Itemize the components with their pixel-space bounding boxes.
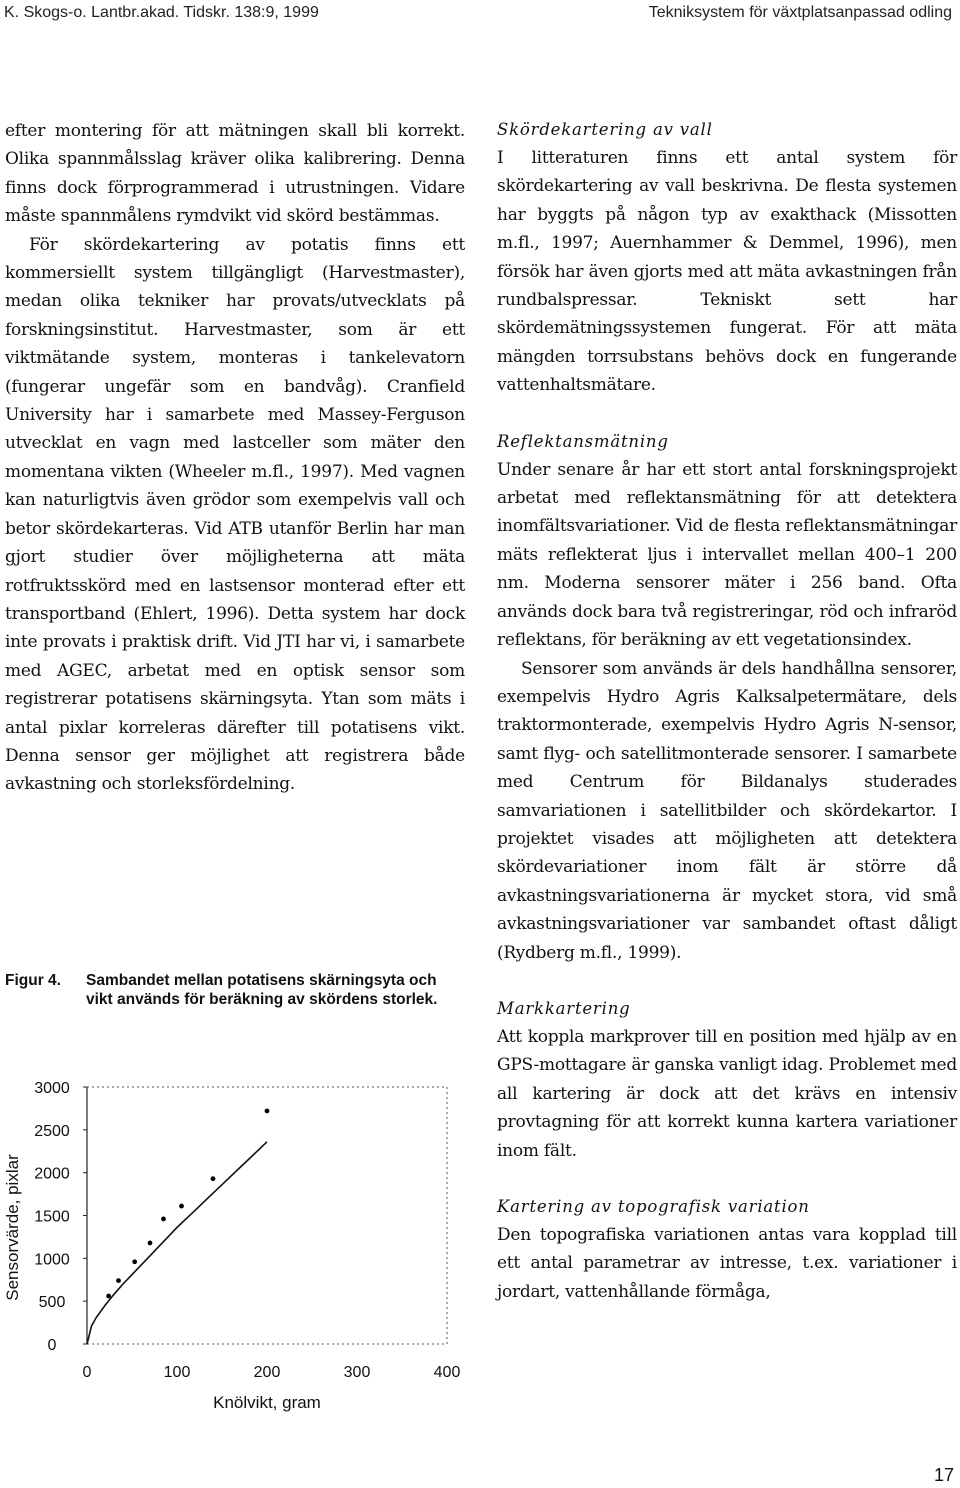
paragraph: Att koppla markprover till en position med hjälp av en GPS-mottagare är ganska vanligt idag. Problemet med all kartering är dock att det krävs en intensiv provtagning för att korrekt kunna kartera variationer inom fält. — [497, 1026, 957, 1161]
page-number: 17 — [933, 1465, 954, 1485]
data-point — [161, 1217, 166, 1222]
x-tick-label: 400 — [433, 1364, 461, 1381]
y-tick-label: 500 — [38, 1294, 66, 1312]
data-point — [265, 1109, 270, 1114]
y-tick-label: 0 — [47, 1337, 57, 1354]
data-point — [148, 1241, 153, 1246]
paragraph: I litteraturen finns ett antal system för skördekartering av vall beskrivna. De flesta systemen har byggts på någon typ av exakthack (Missotten m.fl., 1997; Auernhammer & Demmel, 1996), men försök har även gjorts med att mäta avkastningen från rundbalspressar. Tekniskt sett har skördemätningssystemen fungerat. För att mäta mängden torrsubstans behövs dock en fungerande vattenhaltsmätare. — [497, 148, 957, 396]
running-header — [0, 4, 960, 28]
trend-line — [87, 1142, 267, 1344]
paragraph: Under senare år har ett stort antal forskningsprojekt arbetat med reflektansmätning för att detektera inomfältsvariationer. Vid de flesta reflektansmätningar mäts reflekterat ljus i intervallet mellan 400–1 200 nm. Moderna sensorer mäter i 256 band. Ofta används dock bara två registreringar, röd och infraröd reflektans, för beräkning av ett vegetationsindex. — [497, 459, 957, 651]
section-heading: Reflektansmätning — [497, 431, 669, 451]
journal-citation: K. Skogs-o. Lantbr.akad. Tidskr. 138:9, 1999 — [4, 4, 319, 21]
right-column — [497, 116, 957, 1306]
article-title: Tekniksystem för växtplatsanpassad odling — [648, 4, 952, 21]
data-point — [179, 1204, 184, 1209]
data-point — [106, 1294, 111, 1299]
y-tick-label: 1500 — [34, 1208, 70, 1226]
left-column — [5, 117, 465, 799]
paragraph: Den topografiska variationen antas vara kopplad till ett antal parametrar av intresse, t.ex. variationer i jordart, vattenhållande förmåga, — [497, 1225, 957, 1302]
x-tick-label: 100 — [163, 1364, 191, 1381]
data-point — [211, 1176, 216, 1181]
x-tick-label: 200 — [253, 1364, 281, 1381]
y-tick-label: 2500 — [34, 1122, 70, 1140]
y-tick-label: 2000 — [34, 1165, 70, 1183]
figure-label: Figur 4. — [5, 972, 61, 989]
section-heading: Skördekartering av vall — [497, 120, 713, 139]
y-tick-label: 3000 — [34, 1080, 70, 1097]
x-tick-label: 300 — [343, 1364, 371, 1381]
data-point — [116, 1278, 121, 1283]
section-heading: Markkartering — [497, 998, 631, 1018]
paragraph: Sensorer som används är dels handhållna sensorer, exempelvis Hydro Agris Kalksalpetermätare, dels traktormonterade, exempelvis Hydro Agris N-sensor, samt flyg- och satellitmonterade sensorer. I samarbete med Centrum för Bildanalys studerades samvariationen i satellitbilder och skördekartor. I projektet visades att möjligheten att detektera skördevariationer inom fält är större då avkastningsvariationerna är mycket stora, vid små avkastningsvariationer var sambandet oftast dåligt (Rydberg m.fl., 1999). — [497, 658, 957, 963]
x-axis-label: Knölvikt, gram — [213, 1393, 321, 1412]
y-axis-label: Sensorvärde, pixlar — [3, 1154, 22, 1301]
figure-caption-text: Sambandet mellan potatisens skärningsyta och vikt används för beräkning av skördens storlek. — [86, 972, 438, 1008]
paragraph: efter montering för att mätningen skall bli korrekt. Olika spannmålsslag kräver olika kalibrering. Denna finns dock förprogrammerad i utrustningen. Vidare måste spannmålens rymdvikt vid skörd bestämmas. — [5, 121, 465, 227]
scatter-chart — [0, 1070, 480, 1470]
data-point — [132, 1259, 137, 1264]
section-heading: Kartering av topografisk variation — [497, 1197, 810, 1216]
x-tick-label: 0 — [82, 1364, 92, 1381]
paragraph: För skördekartering av potatis finns ett kommersiellt system tillgängligt (Harvestmaster), medan olika tekniker har provats/utvecklats på forskningsinstitut. Harvestmaster, som är ett viktmätande system, monteras i tankelevatorn (fungerar ungefär som en bandvåg). Cranfield University har i samarbete med Massey-Ferguson utvecklat en vagn med lastceller som mäter den momentana vikten (Wheeler m.fl., 1997). Med vagnen kan naturligtvis även grödor som exempelvis vall och betor skördekarteras. Vid ATB utanför Berlin har man gjort studier över möjligheterna att mäta rotfruktsskörd med en lastsensor monterad efter ett transportband (Ehlert, 1996). Detta system har dock inte provats i praktisk drift. Vid JTI har vi, i samarbete med AGEC, arbetat med en optisk sensor som registrerar potatisens skärningsyta. Ytan som mäts i antal pixlar korreleras därefter till potatisens vikt. Denna sensor ger möjlighet att registrera både avkastning och storleksfördelning. — [5, 234, 465, 795]
y-tick-label: 1000 — [34, 1251, 70, 1269]
